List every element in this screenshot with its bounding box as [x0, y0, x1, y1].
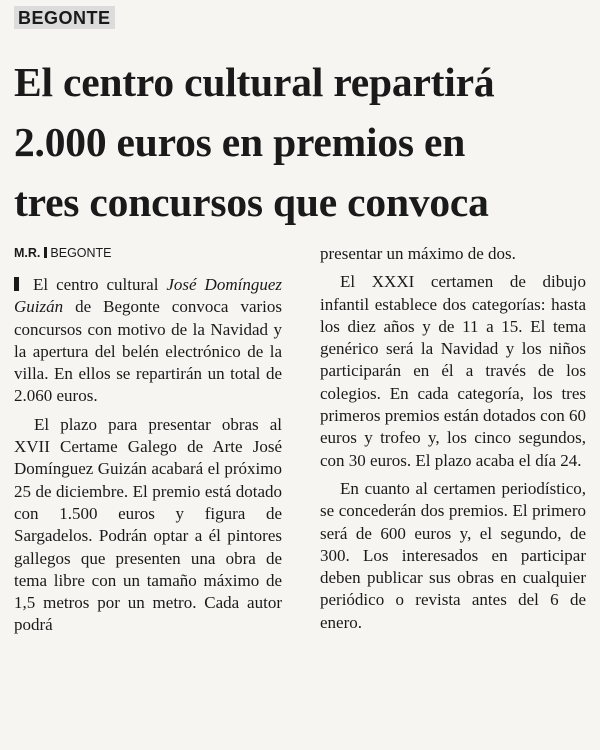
article-paragraph: En cuanto al certamen periodístico, se concederán dos premios. El primero será de 600 euros y, el segundo, de 300. Los interesados en participar deben publicar sus obras en cualquier periódico o revista antes del 6 de enero. — [320, 478, 586, 632]
byline-author: M.R. — [14, 246, 41, 260]
byline — [14, 246, 282, 260]
article-paragraph — [14, 274, 282, 408]
headline — [14, 52, 594, 232]
byline-separator — [44, 247, 47, 258]
article-paragraph: El XXXI certamen de dibujo infantil establece dos categorías: hasta los diez años y de 11 a 15. El tema genérico será la Navidad y los niños participarán en él a través de los colegios. En cada categoría, los tres primeros premios están dotados con 60 euros y trofeo y, los cinco segundos, con 30 euros. El plazo acaba el día 24. — [320, 272, 586, 470]
left-column — [14, 240, 282, 643]
article-paragraph: El plazo para presentar obras al XVII Certame Galego de Arte José Domínguez Guizán acabará el próximo 25 de diciembre. El premio está dotado con 1.500 euros y figura de Sargadelos. Podrán optar a él pintores gallegos que presenten una obra de tema libre con un tamaño máximo de 1,5 metros por un metro. Cada autor podrá — [14, 414, 282, 635]
headline-line: El centro cultural repartirá — [14, 59, 495, 105]
lead-marker — [14, 277, 19, 291]
paragraph-text: El centro cultural — [33, 275, 167, 294]
headline-line: 2.000 euros en premios en — [14, 119, 466, 165]
section-tag: BEGONTE — [14, 6, 115, 29]
article-paragraph: presentar un máximo de dos. — [320, 244, 516, 263]
right-column — [320, 243, 586, 640]
person-name: José Domínguez Guizán — [14, 275, 282, 317]
byline-place: BEGONTE — [50, 246, 112, 260]
headline-line: tres concursos que convoca — [14, 179, 489, 225]
paragraph-text: de Begonte convoca varios concursos con motivo de la Navidad y la apertura del belén electrónico de la villa. En ellos se repartirán un total de 2.060 euros. — [14, 297, 282, 406]
